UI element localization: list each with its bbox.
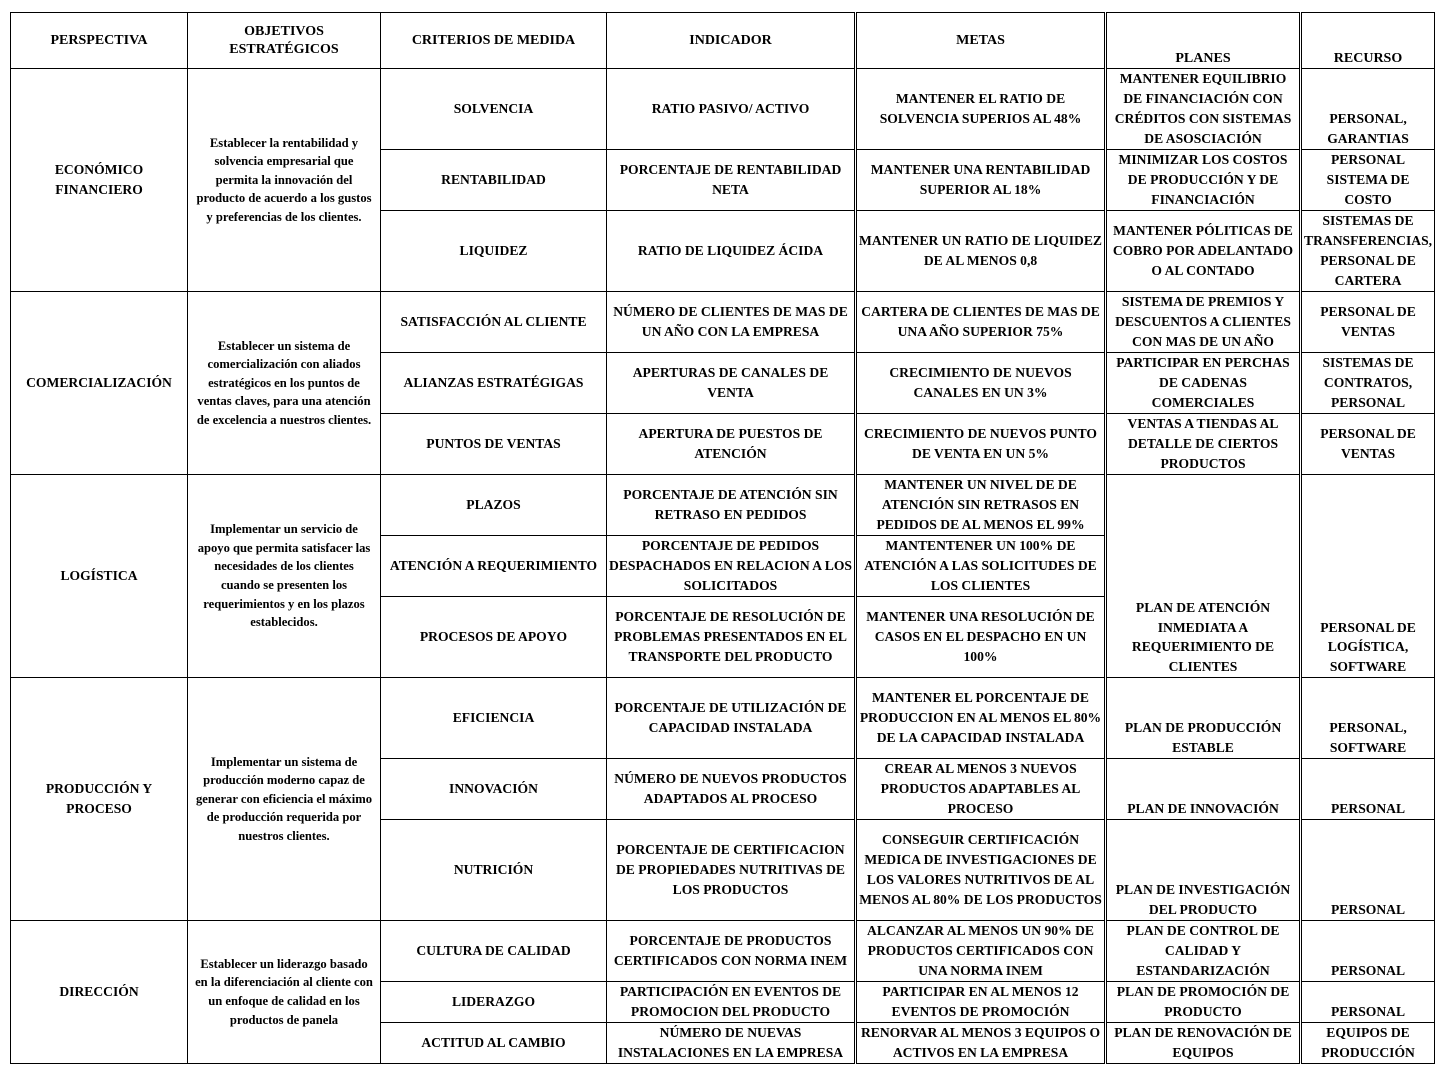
meta-cell: CARTERA DE CLIENTES DE MAS DE UNA AÑO SUPERIOR 75% (856, 292, 1106, 353)
indicador-cell: PORCENTAJE DE RESOLUCIÓN DE PROBLEMAS PRESENTADOS EN EL TRANSPORTE DEL PRODUCTO (607, 597, 856, 678)
meta-cell: MANTENTENER UN 100% DE ATENCIÓN A LAS SOLICITUDES DE LOS CLIENTES (856, 536, 1106, 597)
meta-cell: RENORVAR AL MENOS 3 EQUIPOS O ACTIVOS EN LA EMPRESA (856, 1023, 1106, 1064)
indicador-cell: PORCENTAJE DE RENTABILIDAD NETA (607, 150, 856, 211)
recurso-cell: PERSONAL DE VENTAS (1301, 292, 1435, 353)
recurso-cell: PERSONAL (1301, 921, 1435, 982)
meta-cell: MANTENER UN NIVEL DE DE ATENCIÓN SIN RETRASOS EN PEDIDOS DE AL MENOS EL 99% (856, 475, 1106, 536)
plan-cell: PARTICIPAR EN PERCHAS DE CADENAS COMERCIALES (1106, 353, 1301, 414)
plan-cell: PLAN DE PRODUCCIÓN ESTABLE (1106, 678, 1301, 759)
recurso-cell: EQUIPOS DE PRODUCCIÓN (1301, 1023, 1435, 1064)
criterio-cell: SOLVENCIA (381, 69, 607, 150)
criterio-cell: PROCESOS DE APOYO (381, 597, 607, 678)
criterio-cell: PUNTOS DE VENTAS (381, 414, 607, 475)
header-criterios: CRITERIOS DE MEDIDA (381, 13, 607, 69)
indicador-cell: APERTURA DE PUESTOS DE ATENCIÓN (607, 414, 856, 475)
plan-cell: MANTENER PÓLITICAS DE COBRO POR ADELANTADO O AL CONTADO (1106, 211, 1301, 292)
recurso-cell: PERSONAL, GARANTIAS (1301, 69, 1435, 150)
meta-cell: MANTENER UNA RESOLUCIÓN DE CASOS EN EL DESPACHO EN UN 100% (856, 597, 1106, 678)
indicador-cell: PORCENTAJE DE PEDIDOS DESPACHADOS EN RELACION A LOS SOLICITADOS (607, 536, 856, 597)
meta-cell: CREAR AL MENOS 3 NUEVOS PRODUCTOS ADAPTABLES AL PROCESO (856, 759, 1106, 820)
indicador-cell: APERTURAS DE CANALES DE VENTA (607, 353, 856, 414)
criterio-cell: NUTRICIÓN (381, 820, 607, 921)
plan-cell: PLAN DE CONTROL DE CALIDAD Y ESTANDARIZACIÓN (1106, 921, 1301, 982)
indicador-cell: PORCENTAJE DE CERTIFICACION DE PROPIEDADES NUTRITIVAS DE LOS PRODUCTOS (607, 820, 856, 921)
meta-cell: CONSEGUIR CERTIFICACIÓN MEDICA DE INVESTIGACIONES DE LOS VALORES NUTRITIVOS DE AL MENOS AL 80% DE LOS PRODUCTOS (856, 820, 1106, 921)
perspectiva-cell: COMERCIALIZACIÓN (11, 292, 188, 475)
header-perspectiva: PERSPECTIVA (11, 13, 188, 69)
recurso-cell: PERSONAL (1301, 759, 1435, 820)
objetivo-cell: Implementar un sistema de producción moderno capaz de generar con eficiencia el máximo de producción requerida por nuestros clientes. (188, 678, 381, 921)
header-indicador: INDICADOR (607, 13, 856, 69)
indicador-cell: RATIO DE LIQUIDEZ ÁCIDA (607, 211, 856, 292)
plan-cell: VENTAS A TIENDAS AL DETALLE DE CIERTOS PRODUCTOS (1106, 414, 1301, 475)
criterio-cell: CULTURA DE CALIDAD (381, 921, 607, 982)
recurso-cell: PERSONAL DE LOGÍSTICA, SOFTWARE (1301, 475, 1435, 678)
table-row (11, 921, 1435, 982)
objetivo-cell: Establecer un liderazgo basado en la diferenciación al cliente con un enfoque de calidad en los productos de panela (188, 921, 381, 1064)
meta-cell: MANTENER EL RATIO DE SOLVENCIA SUPERIOS AL 48% (856, 69, 1106, 150)
meta-cell: ALCANZAR AL MENOS UN 90% DE PRODUCTOS CERTIFICADOS CON UNA NORMA INEM (856, 921, 1106, 982)
meta-cell: PARTICIPAR EN AL MENOS 12 EVENTOS DE PROMOCIÓN (856, 982, 1106, 1023)
recurso-cell: SISTEMAS DE TRANSFERENCIAS, PERSONAL DE CARTERA (1301, 211, 1435, 292)
perspectiva-cell: ECONÓMICO FINANCIERO (11, 69, 188, 292)
plan-cell: PLAN DE INVESTIGACIÓN DEL PRODUCTO (1106, 820, 1301, 921)
indicador-cell: RATIO PASIVO/ ACTIVO (607, 69, 856, 150)
criterio-cell: ATENCIÓN A REQUERIMIENTO (381, 536, 607, 597)
objetivo-cell: Establecer la rentabilidad y solvencia empresarial que permita la innovación del producto de acuerdo a los gustos y preferencias de los clientes. (188, 69, 381, 292)
recurso-cell: SISTEMAS DE CONTRATOS, PERSONAL (1301, 353, 1435, 414)
header-objetivos: OBJETIVOS ESTRATÉGICOS (188, 13, 381, 69)
plan-cell: PLAN DE INNOVACIÓN (1106, 759, 1301, 820)
meta-cell: CRECIMIENTO DE NUEVOS CANALES EN UN 3% (856, 353, 1106, 414)
indicador-cell: PORCENTAJE DE UTILIZACIÓN DE CAPACIDAD INSTALADA (607, 678, 856, 759)
plan-cell: SISTEMA DE PREMIOS Y DESCUENTOS A CLIENTES CON MAS DE UN AÑO (1106, 292, 1301, 353)
indicador-cell: PARTICIPACIÓN EN EVENTOS DE PROMOCION DEL PRODUCTO (607, 982, 856, 1023)
criterio-cell: EFICIENCIA (381, 678, 607, 759)
meta-cell: MANTENER UNA RENTABILIDAD SUPERIOR AL 18% (856, 150, 1106, 211)
perspectiva-cell: LOGÍSTICA (11, 475, 188, 678)
plan-cell: MANTENER EQUILIBRIO DE FINANCIACIÓN CON CRÉDITOS CON SISTEMAS DE ASOSCIACIÓN (1106, 69, 1301, 150)
perspectiva-cell: PRODUCCIÓN Y PROCESO (11, 678, 188, 921)
criterio-cell: ACTITUD AL CAMBIO (381, 1023, 607, 1064)
plan-cell: MINIMIZAR LOS COSTOS DE PRODUCCIÓN Y DE FINANCIACIÓN (1106, 150, 1301, 211)
objetivo-cell: Establecer un sistema de comercialización con aliados estratégicos en los puntos de ventas claves, para una atención de excelencia a nuestros clientes. (188, 292, 381, 475)
indicador-cell: PORCENTAJE DE ATENCIÓN SIN RETRASO EN PEDIDOS (607, 475, 856, 536)
criterio-cell: LIQUIDEZ (381, 211, 607, 292)
criterio-cell: ALIANZAS ESTRATÉGIGAS (381, 353, 607, 414)
table-row (11, 475, 1435, 536)
indicador-cell: NÚMERO DE NUEVOS PRODUCTOS ADAPTADOS AL PROCESO (607, 759, 856, 820)
meta-cell: CRECIMIENTO DE NUEVOS PUNTO DE VENTA EN UN 5% (856, 414, 1106, 475)
criterio-cell: LIDERAZGO (381, 982, 607, 1023)
indicador-cell: NÚMERO DE NUEVAS INSTALACIONES EN LA EMPRESA (607, 1023, 856, 1064)
criterio-cell: RENTABILIDAD (381, 150, 607, 211)
recurso-cell: PERSONAL SISTEMA DE COSTO (1301, 150, 1435, 211)
table-row (11, 69, 1435, 150)
plan-cell: PLAN DE PROMOCIÓN DE PRODUCTO (1106, 982, 1301, 1023)
balanced-scorecard-table (10, 12, 1435, 1064)
recurso-cell: PERSONAL (1301, 820, 1435, 921)
meta-cell: MANTENER UN RATIO DE LIQUIDEZ DE AL MENOS 0,8 (856, 211, 1106, 292)
header-metas: METAS (856, 13, 1106, 69)
indicador-cell: NÚMERO DE CLIENTES DE MAS DE UN AÑO CON LA EMPRESA (607, 292, 856, 353)
table-row (11, 678, 1435, 759)
objetivo-cell: Implementar un servicio de apoyo que permita satisfacer las necesidades de los clientes cuando se presenten los requerimientos y en los plazos establecidos. (188, 475, 381, 678)
plan-cell: PLAN DE ATENCIÓN INMEDIATA A REQUERIMIENTO DE CLIENTES (1106, 475, 1301, 678)
perspectiva-cell: DIRECCIÓN (11, 921, 188, 1064)
recurso-cell: PERSONAL, SOFTWARE (1301, 678, 1435, 759)
criterio-cell: SATISFACCIÓN AL CLIENTE (381, 292, 607, 353)
header-recurso: RECURSO (1301, 13, 1435, 69)
header-planes: PLANES (1106, 13, 1301, 69)
indicador-cell: PORCENTAJE DE PRODUCTOS CERTIFICADOS CON NORMA INEM (607, 921, 856, 982)
table-row (11, 292, 1435, 353)
header-row (11, 13, 1435, 69)
criterio-cell: PLAZOS (381, 475, 607, 536)
recurso-cell: PERSONAL (1301, 982, 1435, 1023)
meta-cell: MANTENER EL PORCENTAJE DE PRODUCCION EN AL MENOS EL 80% DE LA CAPACIDAD INSTALADA (856, 678, 1106, 759)
plan-cell: PLAN DE RENOVACIÓN DE EQUIPOS (1106, 1023, 1301, 1064)
criterio-cell: INNOVACIÓN (381, 759, 607, 820)
recurso-cell: PERSONAL DE VENTAS (1301, 414, 1435, 475)
